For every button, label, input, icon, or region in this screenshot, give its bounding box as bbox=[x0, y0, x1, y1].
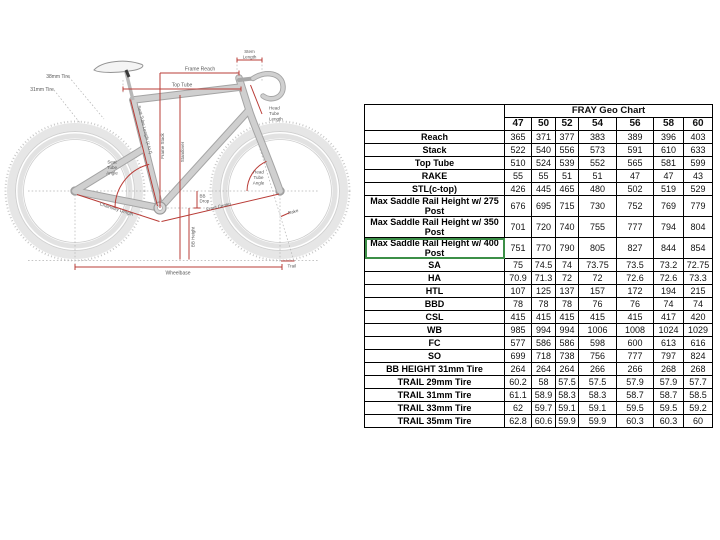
geo-value: 51 bbox=[556, 170, 579, 183]
geo-value: 215 bbox=[684, 285, 713, 298]
label-chainstay-length: Chainstay Length bbox=[99, 201, 134, 217]
table-row bbox=[365, 170, 713, 183]
geo-value: 586 bbox=[532, 337, 556, 350]
geo-value: 72 bbox=[579, 272, 617, 285]
row-label: STL(c-top) bbox=[365, 183, 505, 196]
row-label: Max Saddle Rail Height w/ 400 Post bbox=[365, 238, 505, 259]
geo-value: 75 bbox=[505, 259, 532, 272]
row-label: BB HEIGHT 31mm Tire bbox=[365, 363, 505, 376]
geo-value: 78 bbox=[505, 298, 532, 311]
label-38mm-tire: 38mm Tire bbox=[46, 74, 70, 80]
label-bb-drop: BB bbox=[199, 193, 206, 199]
geo-value: 47 bbox=[617, 170, 654, 183]
geo-value: 47 bbox=[654, 170, 684, 183]
geo-value: 610 bbox=[654, 144, 684, 157]
label-seat-tube-angle: Seat bbox=[107, 159, 117, 165]
geo-value: 389 bbox=[617, 131, 654, 144]
row-label: TRAIL 31mm Tire bbox=[365, 389, 505, 402]
geo-value: 695 bbox=[532, 196, 556, 217]
geo-value: 264 bbox=[532, 363, 556, 376]
table-row bbox=[365, 157, 713, 170]
geo-value: 107 bbox=[505, 285, 532, 298]
geo-value: 769 bbox=[654, 196, 684, 217]
label-front-center: Front Center bbox=[205, 201, 232, 212]
geo-value: 71.3 bbox=[532, 272, 556, 285]
row-label: TRAIL 33mm Tire bbox=[365, 402, 505, 415]
svg-text:Length: Length bbox=[242, 54, 257, 60]
svg-text:Drop: Drop bbox=[199, 198, 210, 204]
size-header-cell: 50 bbox=[532, 118, 556, 131]
geo-value: 57.9 bbox=[617, 376, 654, 389]
row-label: FC bbox=[365, 337, 505, 350]
geo-value: 60.3 bbox=[654, 415, 684, 428]
geo-value: 72.6 bbox=[617, 272, 654, 285]
geo-value: 172 bbox=[617, 285, 654, 298]
geo-value: 264 bbox=[556, 363, 579, 376]
geo-value: 510 bbox=[505, 157, 532, 170]
geo-value: 573 bbox=[579, 144, 617, 157]
geo-value: 752 bbox=[617, 196, 654, 217]
geo-value: 59.7 bbox=[532, 402, 556, 415]
geo-value: 633 bbox=[684, 144, 713, 157]
label-top-tube: Top Tube bbox=[171, 82, 193, 89]
table-row bbox=[365, 402, 713, 415]
geo-value: 755 bbox=[579, 217, 617, 238]
geo-value: 756 bbox=[579, 350, 617, 363]
geo-value: 73.3 bbox=[684, 272, 713, 285]
geo-value: 266 bbox=[579, 363, 617, 376]
size-header-cell: 58 bbox=[654, 118, 684, 131]
geo-value: 76 bbox=[579, 298, 617, 311]
geo-value: 790 bbox=[556, 238, 579, 259]
table-row bbox=[365, 217, 713, 238]
geo-value: 59.9 bbox=[579, 415, 617, 428]
geo-value: 61.1 bbox=[505, 389, 532, 402]
size-header-cell: 56 bbox=[617, 118, 654, 131]
table-row bbox=[365, 376, 713, 389]
geo-value: 586 bbox=[556, 337, 579, 350]
geo-value: 58 bbox=[532, 376, 556, 389]
label-frame-reach: Frame Reach bbox=[184, 66, 216, 73]
geo-value: 1006 bbox=[579, 324, 617, 337]
table-row bbox=[365, 298, 713, 311]
geo-value: 194 bbox=[654, 285, 684, 298]
geo-value: 844 bbox=[654, 238, 684, 259]
label-standover: Standover bbox=[180, 141, 185, 163]
geo-value: 1008 bbox=[617, 324, 654, 337]
geo-value: 403 bbox=[684, 131, 713, 144]
table-title: FRAY Geo Chart bbox=[505, 105, 713, 118]
geo-value: 598 bbox=[579, 337, 617, 350]
svg-text:Angle: Angle bbox=[106, 170, 118, 176]
geo-value: 426 bbox=[505, 183, 532, 196]
geo-value: 730 bbox=[579, 196, 617, 217]
geo-value: 377 bbox=[556, 131, 579, 144]
row-label: SA bbox=[365, 259, 505, 272]
label-rake: Rake bbox=[287, 207, 299, 216]
geo-value: 539 bbox=[556, 157, 579, 170]
geo-value: 70.9 bbox=[505, 272, 532, 285]
label-head-tube-length: Head bbox=[269, 105, 280, 111]
geo-value: 57.5 bbox=[556, 376, 579, 389]
geo-value: 60.2 bbox=[505, 376, 532, 389]
geo-value: 55 bbox=[505, 170, 532, 183]
geo-value: 701 bbox=[505, 217, 532, 238]
svg-text:Tube: Tube bbox=[269, 111, 280, 116]
geo-value: 72.75 bbox=[684, 259, 713, 272]
geo-chart-table bbox=[364, 104, 713, 428]
row-label: TRAIL 35mm Tire bbox=[365, 415, 505, 428]
geo-value: 740 bbox=[556, 217, 579, 238]
geo-value: 1024 bbox=[654, 324, 684, 337]
table-row bbox=[365, 183, 713, 196]
geo-value: 74 bbox=[684, 298, 713, 311]
row-label: Stack bbox=[365, 144, 505, 157]
geo-value: 994 bbox=[532, 324, 556, 337]
geo-value: 502 bbox=[617, 183, 654, 196]
table-row bbox=[365, 131, 713, 144]
label-trail: Trail bbox=[287, 263, 297, 269]
svg-text:Tube: Tube bbox=[253, 175, 264, 180]
geo-value: 157 bbox=[579, 285, 617, 298]
geo-value: 59.1 bbox=[556, 402, 579, 415]
table-row bbox=[365, 285, 713, 298]
geo-value: 854 bbox=[684, 238, 713, 259]
row-label: Max Saddle Rail Height w/ 350 Post bbox=[365, 217, 505, 238]
svg-text:Tube: Tube bbox=[106, 165, 118, 170]
geo-value: 1029 bbox=[684, 324, 713, 337]
geo-value: 264 bbox=[505, 363, 532, 376]
label-31mm-tire: 31mm Tire bbox=[30, 87, 54, 93]
geo-value: 556 bbox=[556, 144, 579, 157]
geo-value: 137 bbox=[556, 285, 579, 298]
geo-value: 415 bbox=[532, 311, 556, 324]
geo-value: 804 bbox=[684, 217, 713, 238]
geo-value: 74 bbox=[556, 259, 579, 272]
row-label: TRAIL 29mm Tire bbox=[365, 376, 505, 389]
row-label: SO bbox=[365, 350, 505, 363]
table-row bbox=[365, 337, 713, 350]
geo-value: 738 bbox=[556, 350, 579, 363]
size-header-cell: 52 bbox=[556, 118, 579, 131]
geo-value: 72.6 bbox=[654, 272, 684, 285]
geo-value: 383 bbox=[579, 131, 617, 144]
geo-value: 565 bbox=[617, 157, 654, 170]
geo-value: 715 bbox=[556, 196, 579, 217]
bike-geometry-diagram bbox=[0, 0, 360, 325]
geo-value: 72 bbox=[556, 272, 579, 285]
geo-value: 58.3 bbox=[556, 389, 579, 402]
table-row bbox=[365, 272, 713, 285]
geo-value: 59.2 bbox=[684, 402, 713, 415]
geo-value: 827 bbox=[617, 238, 654, 259]
geo-value: 797 bbox=[654, 350, 684, 363]
geo-value: 58.5 bbox=[684, 389, 713, 402]
geo-value: 266 bbox=[617, 363, 654, 376]
geo-value: 417 bbox=[654, 311, 684, 324]
geo-value: 540 bbox=[532, 144, 556, 157]
geo-value: 365 bbox=[505, 131, 532, 144]
table-row bbox=[365, 238, 713, 259]
geo-value: 522 bbox=[505, 144, 532, 157]
geo-value: 415 bbox=[556, 311, 579, 324]
geo-value: 779 bbox=[684, 196, 713, 217]
table-row bbox=[365, 324, 713, 337]
geo-value: 720 bbox=[532, 217, 556, 238]
geo-value: 43 bbox=[684, 170, 713, 183]
table-row bbox=[365, 415, 713, 428]
geo-value: 591 bbox=[617, 144, 654, 157]
geo-value: 676 bbox=[505, 196, 532, 217]
geo-value: 480 bbox=[579, 183, 617, 196]
size-header-cell: 60 bbox=[684, 118, 713, 131]
geo-value: 57.9 bbox=[654, 376, 684, 389]
size-header-cell: 47 bbox=[505, 118, 532, 131]
geo-value: 59.1 bbox=[579, 402, 617, 415]
geo-value: 552 bbox=[579, 157, 617, 170]
svg-text:Angle: Angle bbox=[252, 180, 265, 186]
geo-value: 62.8 bbox=[505, 415, 532, 428]
geo-value: 55 bbox=[532, 170, 556, 183]
geo-value: 76 bbox=[617, 298, 654, 311]
geo-value: 581 bbox=[654, 157, 684, 170]
geo-value: 78 bbox=[532, 298, 556, 311]
geo-value: 59.9 bbox=[556, 415, 579, 428]
geo-value: 125 bbox=[532, 285, 556, 298]
geo-value: 600 bbox=[617, 337, 654, 350]
geo-value: 59.5 bbox=[654, 402, 684, 415]
row-label: RAKE bbox=[365, 170, 505, 183]
geo-value: 777 bbox=[617, 217, 654, 238]
label-head-tube-angle: Head bbox=[253, 169, 264, 175]
table-title-row bbox=[365, 105, 713, 118]
geo-value: 58.9 bbox=[532, 389, 556, 402]
label-wheelbase: Wheelbase bbox=[165, 270, 191, 277]
geo-value: 396 bbox=[654, 131, 684, 144]
geo-value: 60.6 bbox=[532, 415, 556, 428]
saddle bbox=[94, 61, 143, 72]
geo-table-body bbox=[365, 105, 713, 428]
geo-value: 770 bbox=[532, 238, 556, 259]
geo-value: 73.2 bbox=[654, 259, 684, 272]
geo-value: 420 bbox=[684, 311, 713, 324]
table-row bbox=[365, 196, 713, 217]
geo-value: 415 bbox=[505, 311, 532, 324]
geo-value: 268 bbox=[654, 363, 684, 376]
row-label: CSL bbox=[365, 311, 505, 324]
geo-value: 794 bbox=[654, 217, 684, 238]
table-row bbox=[365, 144, 713, 157]
geo-value: 577 bbox=[505, 337, 532, 350]
geo-value: 699 bbox=[505, 350, 532, 363]
geo-value: 73.5 bbox=[617, 259, 654, 272]
row-label: Max Saddle Rail Height w/ 275 Post bbox=[365, 196, 505, 217]
geo-value: 613 bbox=[654, 337, 684, 350]
corner-cell bbox=[365, 105, 505, 131]
row-label: BBD bbox=[365, 298, 505, 311]
geo-value: 58.3 bbox=[579, 389, 617, 402]
geo-value: 74.5 bbox=[532, 259, 556, 272]
geo-value: 415 bbox=[579, 311, 617, 324]
geo-value: 994 bbox=[556, 324, 579, 337]
label-seat-tube-length: Seat Tube Length (c to t) bbox=[136, 105, 154, 155]
svg-text:Length: Length bbox=[269, 116, 283, 122]
geo-value: 529 bbox=[684, 183, 713, 196]
geo-value: 718 bbox=[532, 350, 556, 363]
geo-value: 415 bbox=[617, 311, 654, 324]
table-row bbox=[365, 363, 713, 376]
geo-value: 58.7 bbox=[654, 389, 684, 402]
label-bb-height: BB Height bbox=[190, 226, 196, 248]
geo-value: 51 bbox=[579, 170, 617, 183]
geo-value: 751 bbox=[505, 238, 532, 259]
row-label: WB bbox=[365, 324, 505, 337]
geo-value: 805 bbox=[579, 238, 617, 259]
geo-value: 73.75 bbox=[579, 259, 617, 272]
row-label: Reach bbox=[365, 131, 505, 144]
geo-value: 62 bbox=[505, 402, 532, 415]
table-row bbox=[365, 259, 713, 272]
geo-value: 524 bbox=[532, 157, 556, 170]
row-label: HA bbox=[365, 272, 505, 285]
geo-value: 59.5 bbox=[617, 402, 654, 415]
geo-value: 268 bbox=[684, 363, 713, 376]
label-frame-stack: Frame Stack bbox=[159, 133, 165, 159]
geo-value: 777 bbox=[617, 350, 654, 363]
geo-value: 60.3 bbox=[617, 415, 654, 428]
geo-value: 616 bbox=[684, 337, 713, 350]
size-header-cell: 54 bbox=[579, 118, 617, 131]
table-row bbox=[365, 311, 713, 324]
geo-value: 78 bbox=[556, 298, 579, 311]
label-stem-length: Stem bbox=[244, 49, 255, 54]
geo-value: 57.7 bbox=[684, 376, 713, 389]
geo-value: 824 bbox=[684, 350, 713, 363]
geo-value: 58.7 bbox=[617, 389, 654, 402]
geo-value: 519 bbox=[654, 183, 684, 196]
row-label: Top Tube bbox=[365, 157, 505, 170]
geo-value: 371 bbox=[532, 131, 556, 144]
geo-value: 445 bbox=[532, 183, 556, 196]
geo-value: 60 bbox=[684, 415, 713, 428]
geo-value: 985 bbox=[505, 324, 532, 337]
geo-value: 465 bbox=[556, 183, 579, 196]
geo-value: 57.5 bbox=[579, 376, 617, 389]
table-row bbox=[365, 389, 713, 402]
table-row bbox=[365, 350, 713, 363]
row-label: HTL bbox=[365, 285, 505, 298]
geo-value: 74 bbox=[654, 298, 684, 311]
geo-value: 599 bbox=[684, 157, 713, 170]
